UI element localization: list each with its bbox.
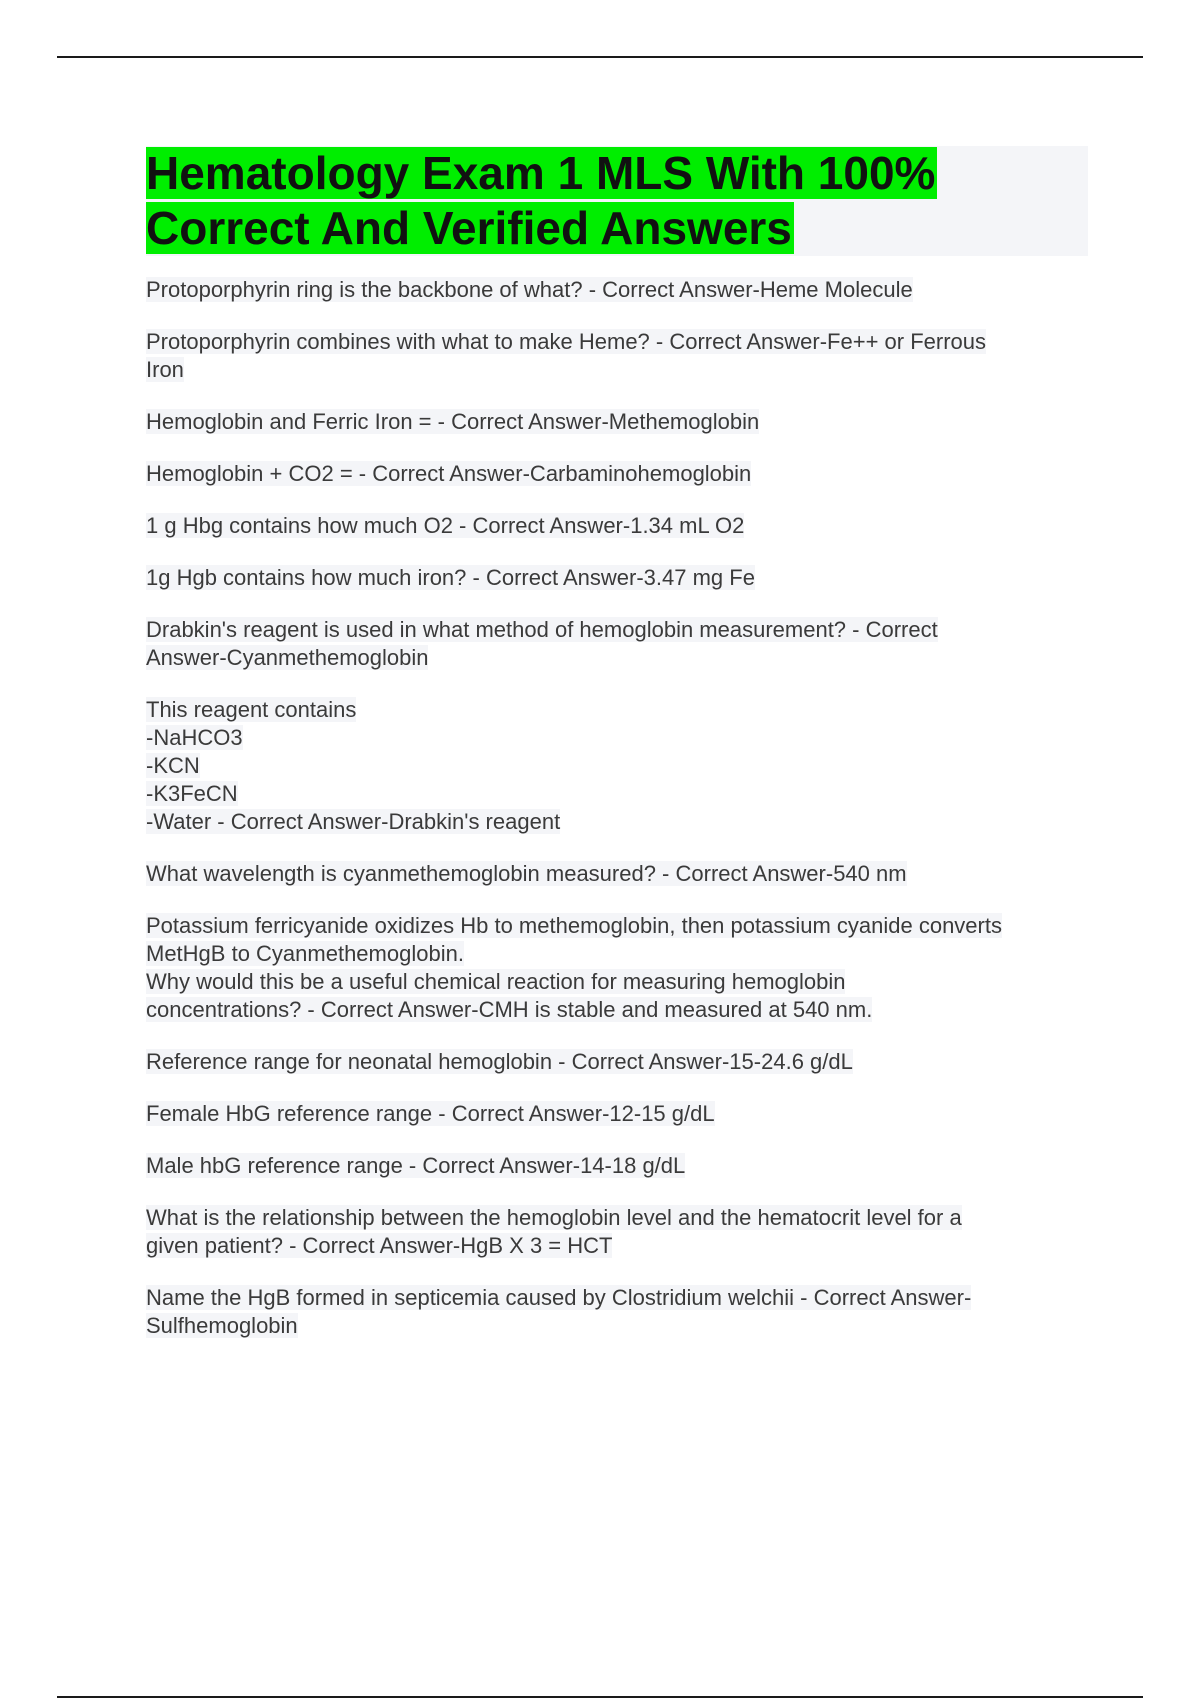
header-rule	[57, 56, 1143, 58]
qa-item	[146, 408, 1088, 436]
qa-text: Potassium ferricyanide oxidizes Hb to methemoglobin, then potassium cyanide converts	[146, 913, 1002, 938]
qa-line	[146, 1312, 1088, 1340]
qa-text: MetHgB to Cyanmethemoglobin.	[146, 941, 464, 966]
qa-line	[146, 512, 1088, 540]
qa-text: What wavelength is cyanmethemoglobin measured? - Correct Answer-540 nm	[146, 861, 907, 886]
qa-item	[146, 1152, 1088, 1180]
qa-line	[146, 860, 1088, 888]
qa-text: -KCN	[146, 753, 200, 778]
qa-text: -K3FeCN	[146, 781, 238, 806]
qa-text: Female HbG reference range - Correct Answer-12-15 g/dL	[146, 1101, 715, 1126]
title-block	[146, 146, 1088, 256]
qa-line	[146, 696, 1088, 724]
document-body	[146, 146, 1088, 1364]
qa-item	[146, 328, 1088, 384]
qa-item	[146, 1100, 1088, 1128]
footer-rule	[57, 1696, 1143, 1698]
qa-text: Sulfhemoglobin	[146, 1313, 298, 1338]
qa-line	[146, 1204, 1088, 1232]
qa-text: Protoporphyrin combines with what to make Heme? - Correct Answer-Fe++ or Ferrous	[146, 329, 986, 354]
qa-line	[146, 912, 1088, 940]
title-line-2: Correct And Verified Answers	[146, 202, 792, 254]
qa-text: Name the HgB formed in septicemia caused by Clostridium welchii - Correct Answer-	[146, 1285, 972, 1310]
qa-line	[146, 724, 1088, 752]
qa-item	[146, 616, 1088, 672]
qa-text: What is the relationship between the hemoglobin level and the hematocrit level for a	[146, 1205, 962, 1230]
qa-item	[146, 564, 1088, 592]
qa-line	[146, 1152, 1088, 1180]
qa-text: Reference range for neonatal hemoglobin - Correct Answer-15-24.6 g/dL	[146, 1049, 853, 1074]
title-line-1: Hematology Exam 1 MLS With 100%	[146, 147, 936, 199]
qa-line	[146, 644, 1088, 672]
qa-item	[146, 276, 1088, 304]
qa-line	[146, 752, 1088, 780]
qa-line	[146, 1232, 1088, 1260]
qa-text: Answer-Cyanmethemoglobin	[146, 645, 429, 670]
qa-item	[146, 860, 1088, 888]
qa-line	[146, 1284, 1088, 1312]
qa-item	[146, 512, 1088, 540]
qa-line	[146, 564, 1088, 592]
qa-item	[146, 460, 1088, 488]
qa-item	[146, 912, 1088, 1024]
qa-text: This reagent contains	[146, 697, 357, 722]
qa-line	[146, 408, 1088, 436]
qa-item	[146, 1284, 1088, 1340]
qa-line	[146, 780, 1088, 808]
qa-text: Hemoglobin and Ferric Iron = - Correct Answer-Methemoglobin	[146, 409, 760, 434]
qa-line	[146, 616, 1088, 644]
qa-text: Why would this be a useful chemical reaction for measuring hemoglobin	[146, 969, 846, 994]
qa-line	[146, 356, 1088, 384]
qa-text: Hemoglobin + CO2 = - Correct Answer-Carbaminohemoglobin	[146, 461, 752, 486]
qa-line	[146, 808, 1088, 836]
qa-text: concentrations? - Correct Answer-CMH is stable and measured at 540 nm.	[146, 997, 873, 1022]
qa-item	[146, 696, 1088, 836]
qa-list	[146, 276, 1088, 1340]
qa-line	[146, 996, 1088, 1024]
qa-text: Iron	[146, 357, 184, 382]
qa-text: given patient? - Correct Answer-HgB X 3 = HCT	[146, 1233, 613, 1258]
qa-text: -Water - Correct Answer-Drabkin's reagent	[146, 809, 561, 834]
qa-line	[146, 328, 1088, 356]
qa-text: Male hbG reference range - Correct Answer-14-18 g/dL	[146, 1153, 686, 1178]
document-title	[146, 146, 1088, 256]
qa-item	[146, 1048, 1088, 1076]
qa-line	[146, 1100, 1088, 1128]
qa-text: -NaHCO3	[146, 725, 243, 750]
qa-line	[146, 460, 1088, 488]
qa-item	[146, 1204, 1088, 1260]
qa-line	[146, 276, 1088, 304]
qa-text: 1g Hgb contains how much iron? - Correct Answer-3.47 mg Fe	[146, 565, 755, 590]
qa-line	[146, 968, 1088, 996]
qa-line	[146, 940, 1088, 968]
qa-text: Drabkin's reagent is used in what method of hemoglobin measurement? - Correct	[146, 617, 938, 642]
qa-line	[146, 1048, 1088, 1076]
qa-text: 1 g Hbg contains how much O2 - Correct Answer-1.34 mL O2	[146, 513, 745, 538]
qa-text: Protoporphyrin ring is the backbone of what? - Correct Answer-Heme Molecule	[146, 277, 913, 302]
